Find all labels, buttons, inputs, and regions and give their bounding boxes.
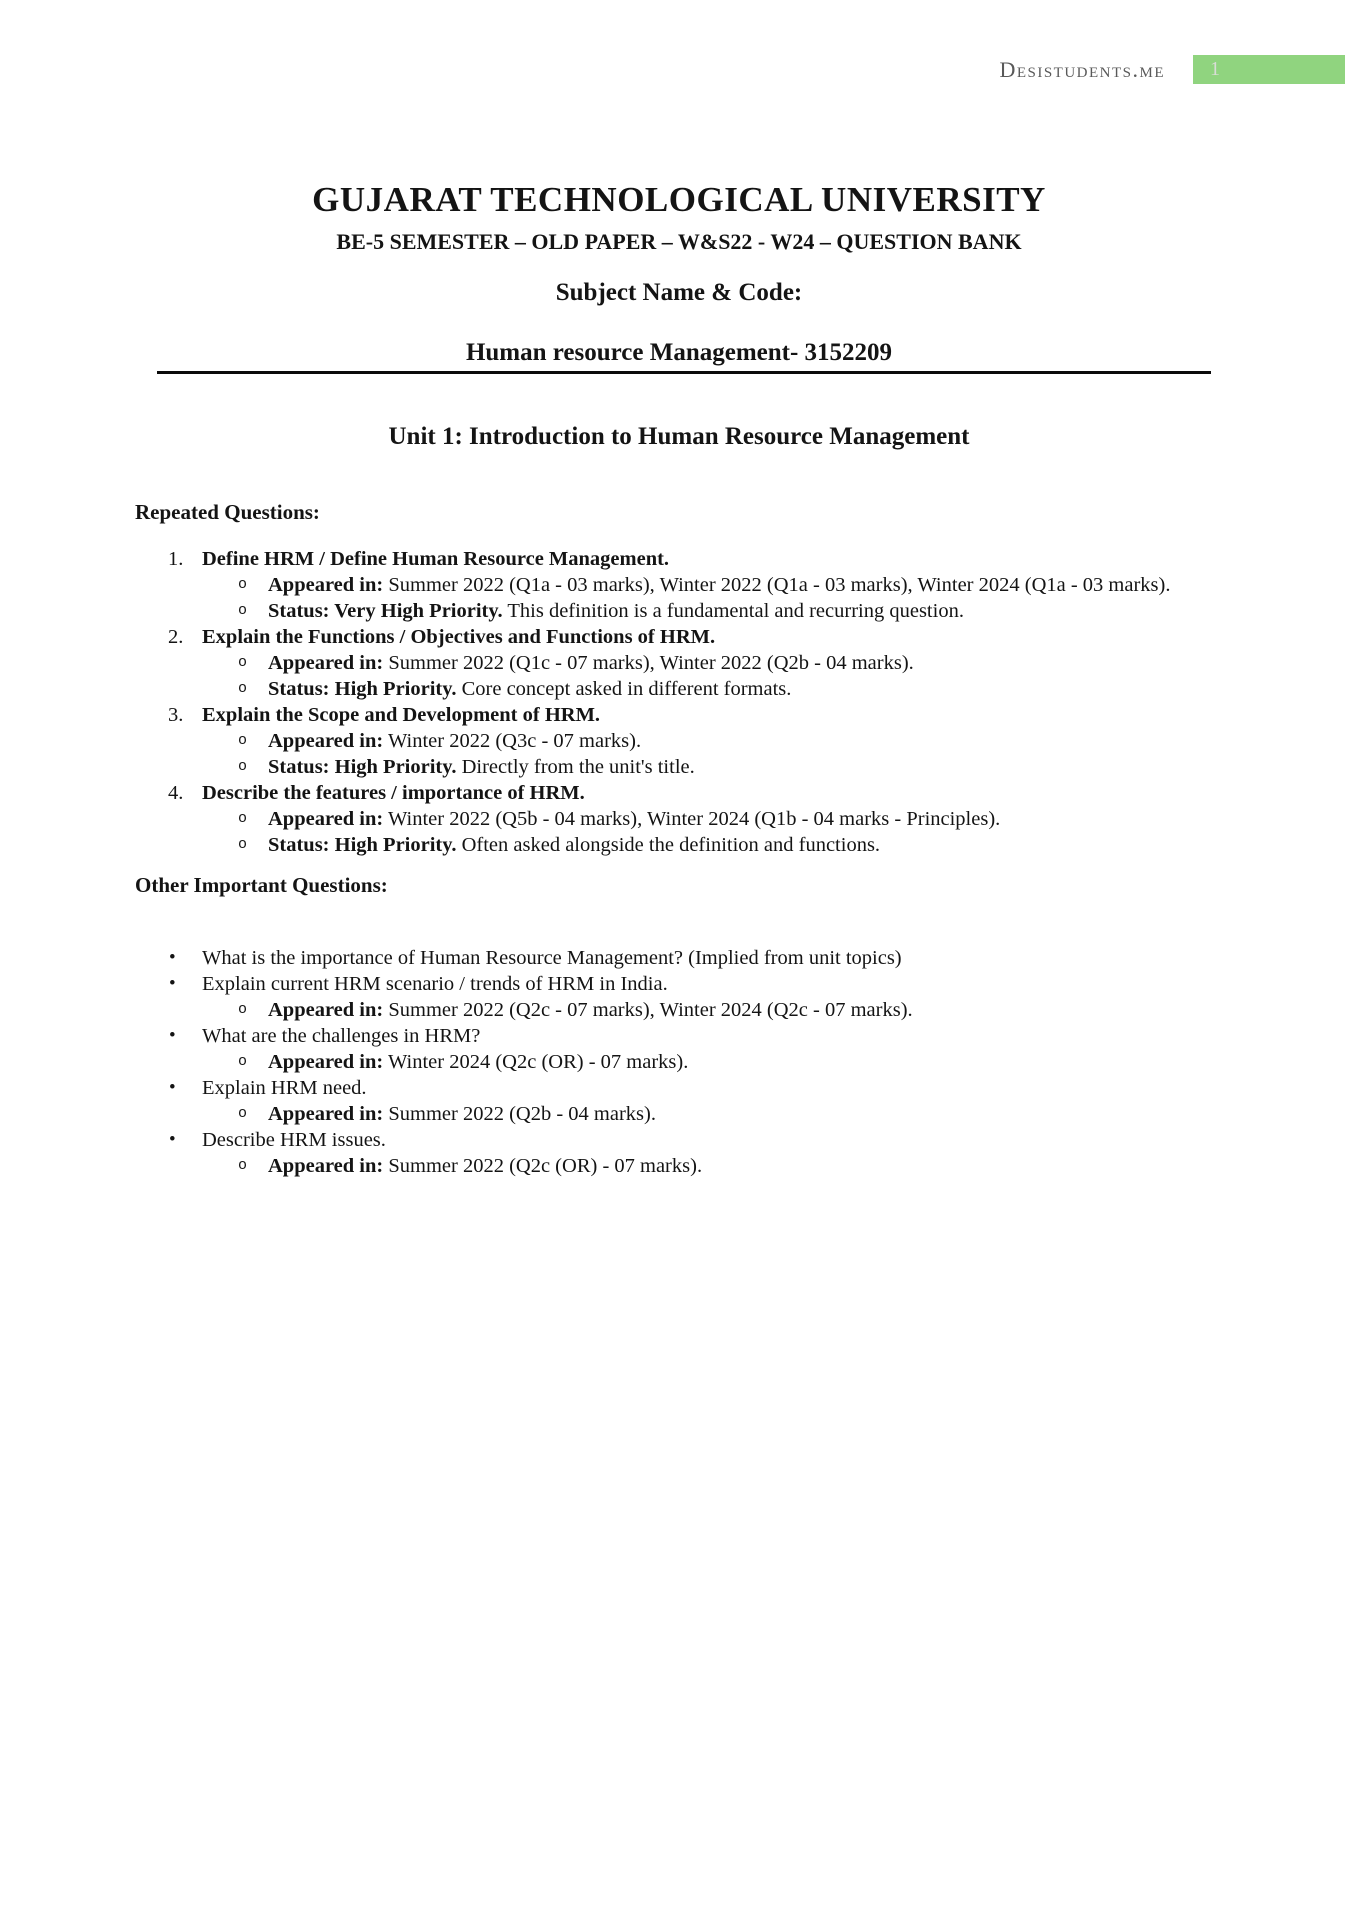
page-header — [999, 55, 1345, 84]
detail-label: Appeared in: — [268, 1103, 384, 1125]
question-text: Explain the Functions / Objectives and Functions of HRM. — [202, 626, 716, 648]
sub-bullet-marker: o — [238, 732, 248, 749]
detail-label: Appeared in: — [268, 574, 384, 596]
question-text: Describe HRM issues. — [202, 1129, 386, 1151]
question-text: What is the importance of Human Resource Management? (Implied from unit topics) — [202, 947, 902, 969]
detail-text: Winter 2024 (Q2c (OR) - 07 marks). — [388, 1051, 689, 1073]
detail-text: This definition is a fundamental and recurring question. — [507, 600, 964, 622]
detail-text: Summer 2022 (Q2c (OR) - 07 marks). — [388, 1155, 703, 1177]
bullet-marker: • — [169, 947, 176, 968]
sub-bullet-marker: o — [238, 1053, 248, 1070]
question-text: Define HRM / Define Human Resource Management. — [202, 548, 670, 570]
detail-line — [202, 997, 1203, 1023]
question-text: What are the challenges in HRM? — [202, 1025, 481, 1047]
question-text: Explain current HRM scenario / trends of HRM in India. — [202, 973, 668, 995]
subject-label: Subject Name & Code: — [555, 279, 803, 306]
repeated-questions-list — [135, 546, 1203, 858]
detail-line — [202, 1049, 1203, 1075]
unit-title: Unit 1: Introduction to Human Resource Management — [388, 423, 970, 450]
detail-text: Often asked alongside the definition and functions. — [461, 834, 881, 856]
detail-line — [202, 1153, 1203, 1179]
page-body — [0, 499, 1358, 1179]
detail-label: Status: High Priority. — [268, 678, 457, 700]
question-item — [135, 1127, 1203, 1179]
horizontal-divider — [157, 371, 1211, 374]
detail-label: Status: Very High Priority. — [268, 600, 503, 622]
repeated-questions-section — [135, 499, 1203, 858]
sub-bullet-marker: o — [238, 1105, 248, 1122]
detail-text: Winter 2022 (Q3c - 07 marks). — [388, 730, 642, 752]
repeated-questions-heading: Repeated Questions: — [135, 500, 320, 524]
question-text: Explain the Scope and Development of HRM. — [202, 704, 601, 726]
detail-line — [202, 650, 1203, 676]
other-questions-heading: Other Important Questions: — [135, 873, 388, 897]
detail-line — [202, 1101, 1203, 1127]
bullet-marker: • — [169, 1025, 176, 1046]
detail-label: Appeared in: — [268, 999, 384, 1021]
detail-label: Appeared in: — [268, 1155, 384, 1177]
sub-bullet-marker: o — [238, 680, 248, 697]
item-number: 4. — [168, 782, 184, 804]
sub-bullet-marker: o — [238, 758, 248, 775]
paper-line: BE-5 SEMESTER – OLD PAPER – W&S22 - W24 – QUESTION BANK — [336, 229, 1022, 254]
sub-bullet-marker: o — [238, 836, 248, 853]
item-number: 1. — [168, 548, 184, 570]
detail-line — [202, 832, 1203, 858]
detail-label: Appeared in: — [268, 808, 384, 830]
detail-label: Appeared in: — [268, 730, 384, 752]
question-item — [135, 780, 1203, 858]
detail-text: Winter 2022 (Q5b - 04 marks), Winter 2024 (Q1b - 04 marks - Principles). — [388, 808, 1001, 830]
detail-line — [202, 572, 1203, 598]
question-item — [135, 1023, 1203, 1075]
question-text: Describe the features / importance of HRM. — [202, 782, 585, 804]
university-title: GUJARAT TECHNOLOGICAL UNIVERSITY — [312, 180, 1046, 219]
item-number: 3. — [168, 704, 184, 726]
sub-bullet-marker: o — [238, 576, 248, 593]
detail-text: Summer 2022 (Q2b - 04 marks). — [388, 1103, 656, 1125]
other-questions-list — [135, 945, 1203, 1179]
detail-line — [202, 676, 1203, 702]
bullet-marker: • — [169, 1077, 176, 1098]
detail-text: Summer 2022 (Q2c - 07 marks), Winter 2024 (Q2c - 07 marks). — [388, 999, 913, 1021]
sub-bullet-marker: o — [238, 654, 248, 671]
page-number-badge — [1193, 55, 1345, 84]
question-item — [135, 945, 1203, 971]
question-item — [135, 702, 1203, 780]
detail-label: Status: High Priority. — [268, 756, 457, 778]
detail-text: Core concept asked in different formats. — [461, 678, 792, 700]
detail-line — [202, 754, 1203, 780]
question-item — [135, 971, 1203, 1023]
question-item — [135, 1075, 1203, 1127]
sub-bullet-marker: o — [238, 1001, 248, 1018]
bullet-marker: • — [169, 1129, 176, 1150]
sub-bullet-marker: o — [238, 602, 248, 619]
page-number: 1 — [1210, 58, 1220, 80]
detail-text: Directly from the unit's title. — [461, 756, 695, 778]
bullet-marker: • — [169, 973, 176, 994]
detail-text: Summer 2022 (Q1c - 07 marks), Winter 2022 (Q2b - 04 marks). — [388, 652, 914, 674]
item-number: 2. — [168, 626, 184, 648]
detail-text: Summer 2022 (Q1a - 03 marks), Winter 2022 (Q1a - 03 marks), Winter 2024 (Q1a - 03 marks). — [388, 574, 1171, 596]
sub-bullet-marker: o — [238, 1157, 248, 1174]
question-item — [135, 624, 1203, 702]
other-questions-section — [135, 872, 1203, 1179]
detail-label: Appeared in: — [268, 652, 384, 674]
detail-label: Appeared in: — [268, 1051, 384, 1073]
detail-label: Status: High Priority. — [268, 834, 457, 856]
site-name: Desistudents.me — [999, 56, 1165, 82]
detail-line — [202, 806, 1203, 832]
sub-bullet-marker: o — [238, 810, 248, 827]
question-item — [135, 546, 1203, 624]
subject-value: Human resource Management- 3152209 — [465, 339, 893, 366]
question-text: Explain HRM need. — [202, 1077, 367, 1099]
detail-line — [202, 598, 1203, 624]
detail-line — [202, 728, 1203, 754]
